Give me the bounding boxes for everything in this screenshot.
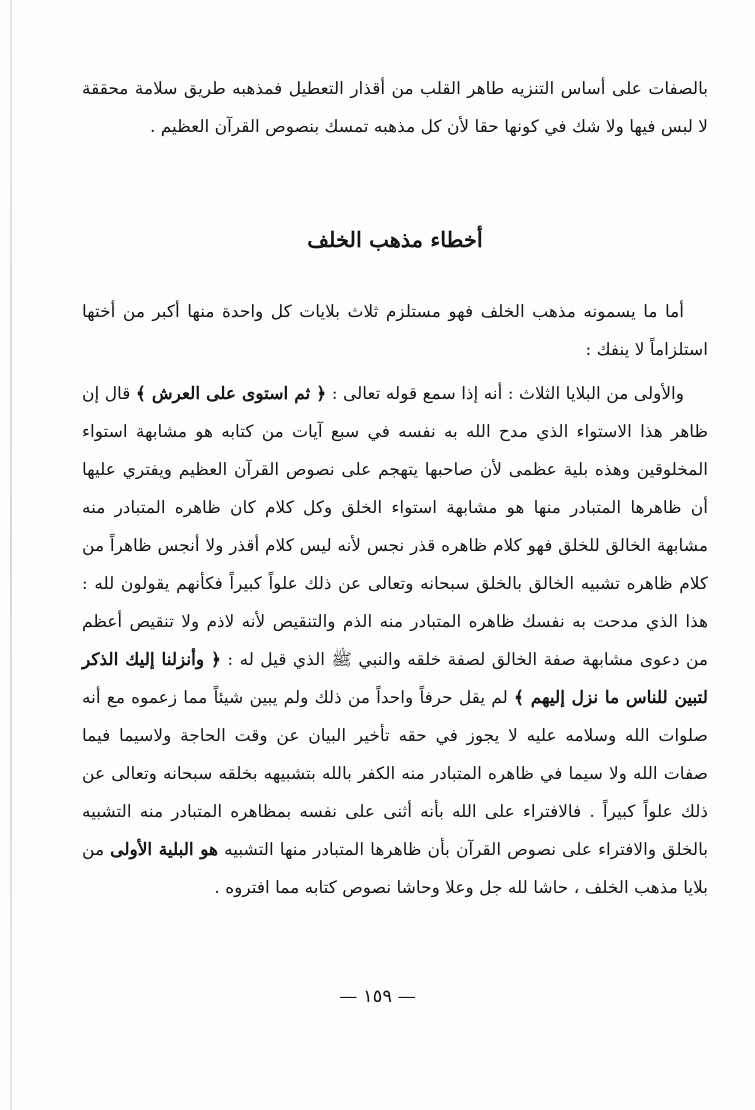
paragraph-2-emphasis: هو البلية الأولى (110, 840, 219, 860)
quran-verse-dhikr: ﴿ وأنزلنا إليك الذكر لتبين للناس ما نزل إليهم ﴾ (82, 650, 708, 708)
page-number: — ١٥٩ — (339, 986, 416, 1007)
paragraph-2-text-1: والأولى من البلايا الثلاث : أنه إذا سمع قوله تعالى : (326, 384, 684, 404)
paragraph-2-text-2: قال إن ظاهر هذا الاستواء الذي مدح الله به نفسه في سبع آيات من كتابه هو مشابهة استواء المخلوقين وهذه بلية عظمى لأن صاحبها يتهجم على نصوص القرآن العظيم ويفتري عليها أن ظاهرها المتبادر منها هو مشابهة استواء الخلق وكل كلام كان ظاهره المتبادر منه مشابهة الخالق للخلق فهو كلام ظاهره قذر نجس لأنه ليس كلام أقذر ولا أنجس ظاهراً من كلام ظاهره تشبيه الخالق بالخلق سبحانه وتعالى عن ذلك علواً كبيراً فكأنهم يقولون لله : هذا الذي مدحت به نفسك ظاهره المتبادر منه الذم والتنقيص لأنه لاذم ولا تنقيص أعظم من دعوى مشابهة صفة الخالق لصفة خلقه والنبي ﷺ الذي قيل له : (82, 384, 708, 670)
paragraph-2-text-3: لم يقل حرفاً واحداً من ذلك ولم يبين شيئاً مما زعموه مع أنه صلوات الله وسلامه عليه لا يجوز في حقه تأخير البيان عن وقت الحاجة ولاسيما فيما صفات الله ولا سيما في ظاهره المتبادر منه الكفر بالله بتشبيهه بخلقه سبحانه وتعالى عن ذلك علواً كبيراً . فالافتراء على الله بأنه أثنى على نفسه بمظاهره المتبادر منه التشبيه بالخلق والافتراء على نصوص القرآن بأن ظاهرها المتبادر منها التشبيه (82, 688, 709, 860)
paragraph-1: أما ما يسمونه مذهب الخلف فهو مستلزم ثلاث بلايات كل واحدة منها أكبر من أختها استلزاماً لا ينفك : (82, 302, 708, 360)
scan-edge-shadow (10, 0, 12, 1110)
paragraph-2-text-4: من بلايا مذهب الخلف ، حاشا لله جل وعلا وحاشا نصوص كتابه مما افتروه . (82, 840, 708, 898)
intro-paragraph: بالصفات على أساس التنزيه طاهر القلب من أقذار التعطيل فمذهبه طريق سلامة محققة لا لبس فيها ولا شك في كونها حقا لأن كل مذهبه تمسك بنصوص القرآن العظيم . (82, 79, 708, 137)
paragraph-2 (82, 375, 708, 907)
section-heading: أخطاء مذهب الخلف (307, 227, 483, 252)
quran-verse-istiwa: ﴿ ثم استوى على العرش ﴾ (135, 384, 327, 404)
